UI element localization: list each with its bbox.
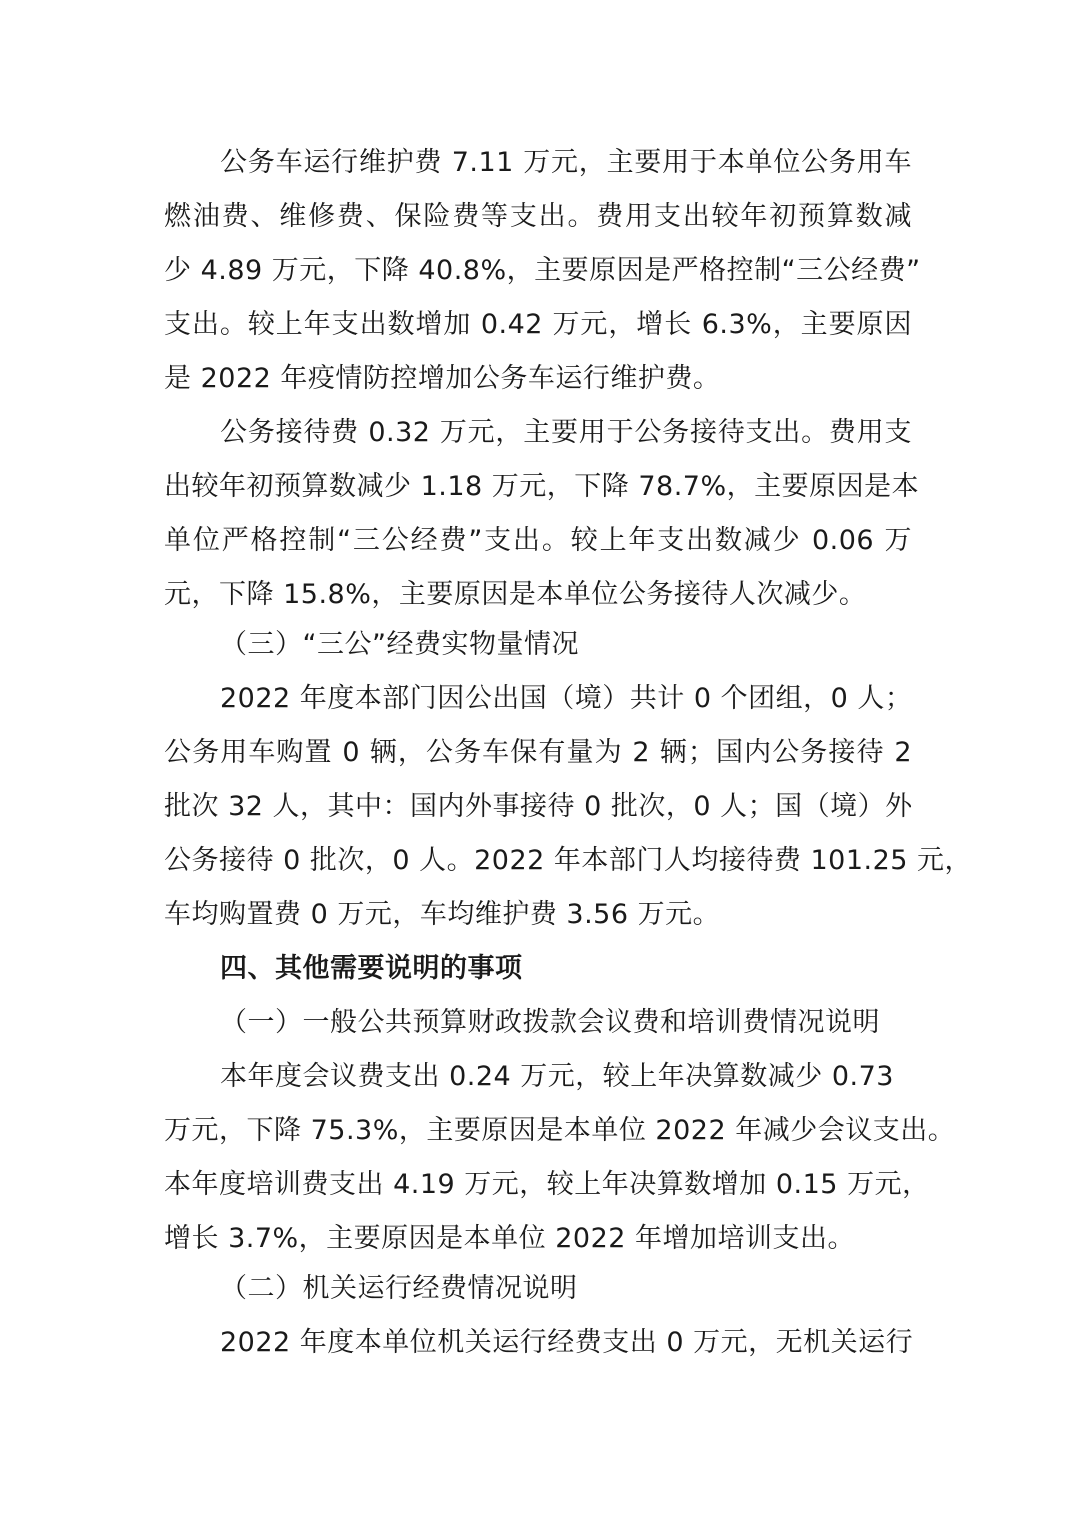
- paragraph-line: 少 4.89 万元，下降 40.8%，主要原因是严格控制“三公经费”: [164, 255, 921, 286]
- section-subheading: （一）一般公共预算财政拨款会议费和培训费情况说明: [220, 1007, 880, 1038]
- paragraph-line: 公务用车购置 0 辆，公务车保有量为 2 辆；国内公务接待 2: [164, 737, 912, 768]
- paragraph-line: 万元，下降 75.3%，主要原因是本单位 2022 年减少会议支出。: [164, 1115, 956, 1146]
- paragraph-line: 批次 32 人，其中：国内外事接待 0 批次，0 人；国（境）外: [164, 791, 913, 822]
- section-subheading: （三）“三公”经费实物量情况: [220, 629, 579, 660]
- paragraph-line: 是 2022 年疫情防控增加公务车运行维护费。: [164, 363, 721, 394]
- section-subheading: （二）机关运行经费情况说明: [220, 1273, 578, 1304]
- paragraph-line: 车均购置费 0 万元，车均维护费 3.56 万元。: [164, 899, 721, 930]
- paragraph-line: 出较年初预算数减少 1.18 万元，下降 78.7%，主要原因是本: [164, 471, 920, 502]
- paragraph-line: 单位严格控制“三公经费”支出。较上年支出数减少 0.06 万: [164, 525, 912, 556]
- paragraph-line: 本年度培训费支出 4.19 万元，较上年决算数增加 0.15 万元，: [164, 1169, 930, 1200]
- paragraph-line: 本年度会议费支出 0.24 万元，较上年决算数减少 0.73: [220, 1061, 894, 1092]
- paragraph-line: 2022 年度本单位机关运行经费支出 0 万元，无机关运行: [220, 1327, 914, 1358]
- paragraph-line: 公务接待费 0.32 万元，主要用于公务接待支出。费用支: [220, 417, 912, 448]
- paragraph-line: 支出。较上年支出数增加 0.42 万元，增长 6.3%，主要原因: [164, 309, 912, 340]
- section-heading: 四、其他需要说明的事项: [220, 953, 523, 984]
- paragraph-line: 元，下降 15.8%，主要原因是本单位公务接待人次减少。: [164, 579, 867, 610]
- paragraph-line: 增长 3.7%，主要原因是本单位 2022 年增加培训支出。: [164, 1223, 856, 1254]
- paragraph-line: 公务接待 0 批次，0 人。2022 年本部门人均接待费 101.25 元，: [164, 845, 973, 876]
- paragraph-line: 公务车运行维护费 7.11 万元，主要用于本单位公务用车: [220, 147, 912, 178]
- paragraph-line: 燃油费、维修费、保险费等支出。费用支出较年初预算数减: [164, 201, 912, 232]
- paragraph-line: 2022 年度本部门因公出国（境）共计 0 个团组，0 人；: [220, 683, 913, 714]
